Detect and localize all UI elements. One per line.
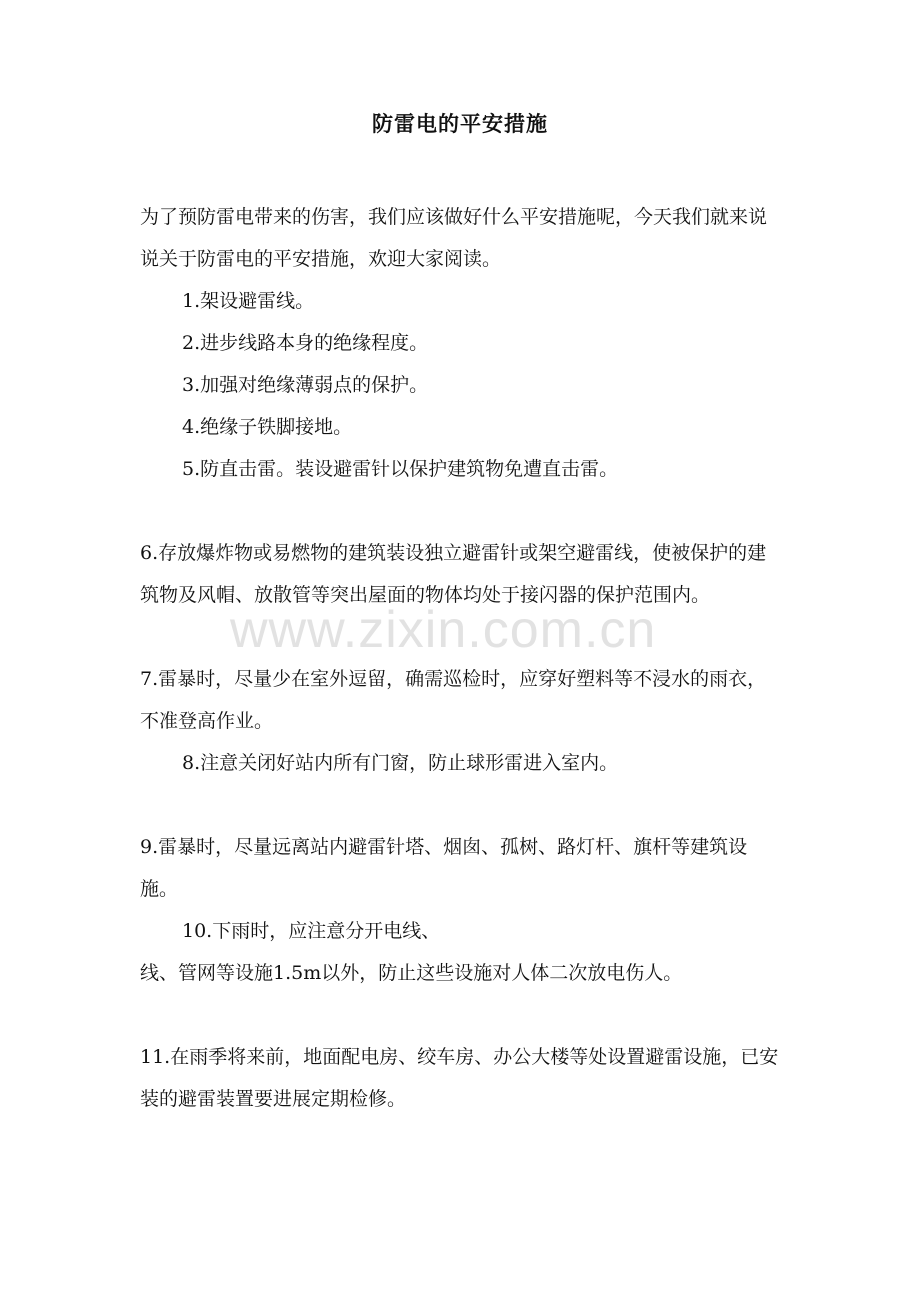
list-item: 9.雷暴时，尽量远离站内避雷针塔、烟囱、孤树、路灯杆、旗杆等建筑设施。 (140, 836, 748, 900)
list-item: 4.绝缘子铁脚接地。 (182, 416, 353, 438)
list-item: 2.进步线路本身的绝缘程度。 (182, 332, 429, 354)
list-item: 1.架设避雷线。 (182, 290, 315, 312)
intro-paragraph: 为了预防雷电带来的伤害，我们应该做好什么平安措施呢，今天我们就来说说关于防雷电的平安措施，欢迎大家阅读。 (140, 206, 768, 270)
document-title: 防雷电的平安措施 (372, 111, 548, 136)
list-item: 11.在雨季将来前，地面配电房、绞车房、办公大楼等处设置避雷设施，已安装的避雷装置要进展定期检修。 (140, 1046, 779, 1110)
list-item-continuation: 线、管网等设施1.5m以外，防止这些设施对人体二次放电伤人。 (140, 962, 683, 984)
list-item: 3.加强对绝缘薄弱点的保护。 (182, 374, 429, 396)
list-item: 10.下雨时，应注意分开电线、 (182, 920, 441, 942)
list-item: 6.存放爆炸物或易燃物的建筑装设独立避雷针或架空避雷线，使被保护的建筑物及风帽、放散管等突出屋面的物体均处于接闪器的保护范围内。 (140, 542, 767, 606)
watermark: www.zixin.com.cn (230, 601, 657, 659)
list-item: 5.防直击雷。装设避雷针以保护建筑物免遭直击雷。 (182, 458, 619, 480)
document-body (140, 196, 780, 1120)
list-item: 7.雷暴时，尽量少在室外逗留，确需巡检时，应穿好塑料等不浸水的雨衣，不准登高作业。 (140, 668, 767, 732)
list-item: 8.注意关闭好站内所有门窗，防止球形雷进入室内。 (182, 752, 619, 774)
